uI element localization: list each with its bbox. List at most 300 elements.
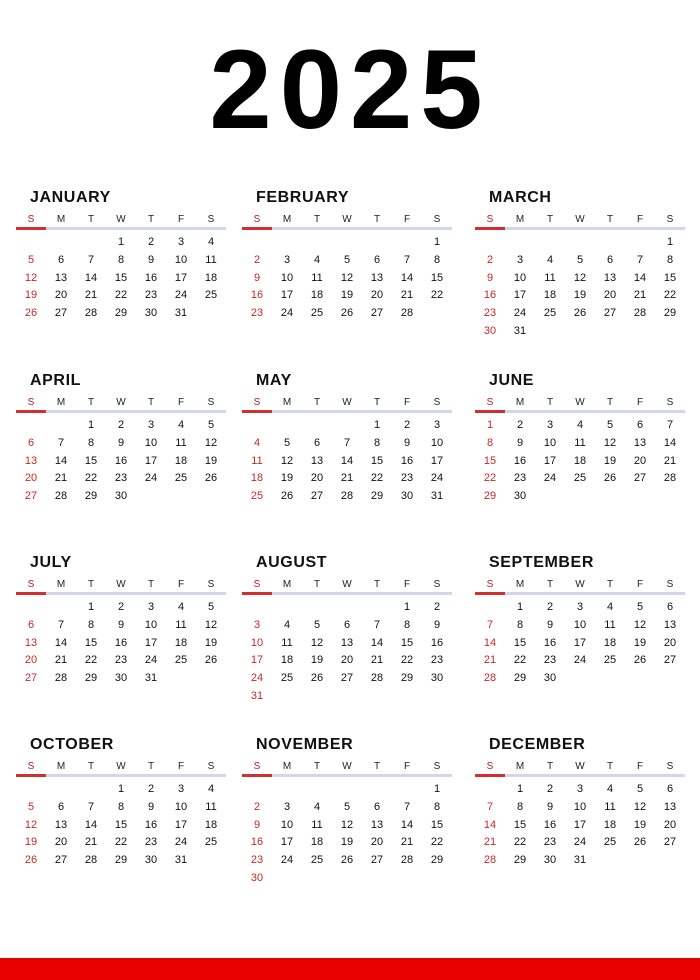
sunday-rule-accent <box>475 410 505 413</box>
day-cell: 11 <box>311 271 323 284</box>
day-cell: 23 <box>114 654 128 667</box>
weekday-header: W <box>116 579 126 590</box>
weekday-header: S <box>27 761 35 772</box>
day-cell: 25 <box>310 307 324 320</box>
day-cell: 31 <box>573 854 587 867</box>
day-cell: 14 <box>483 818 497 831</box>
day-cell: 21 <box>340 472 354 485</box>
day-cell: 13 <box>663 618 677 631</box>
month-may <box>242 371 452 541</box>
day-cell: 28 <box>54 672 68 685</box>
day-cell: 24 <box>430 472 444 485</box>
weekday-header-row <box>242 397 452 411</box>
weekday-header: S <box>253 579 261 590</box>
day-cell: 9 <box>546 618 554 631</box>
month-title: FEBRUARY <box>256 189 350 206</box>
day-cell: 30 <box>114 490 128 503</box>
month-january <box>16 188 226 358</box>
day-cell: 24 <box>280 307 294 320</box>
day-cell: 13 <box>54 818 68 831</box>
sunday-rule-accent <box>16 410 46 413</box>
day-cell: 6 <box>313 436 321 449</box>
day-cell: 18 <box>310 836 324 849</box>
day-cell: 7 <box>57 618 65 631</box>
weekday-header: S <box>433 214 441 225</box>
day-cell: 25 <box>250 490 264 503</box>
day-cell: 4 <box>546 253 554 266</box>
day-cell: 29 <box>84 672 98 685</box>
day-cell: 20 <box>54 289 68 302</box>
weekday-header: M <box>515 397 525 408</box>
weekday-header: S <box>207 214 215 225</box>
day-cell: 15 <box>114 271 128 284</box>
weekday-header: T <box>147 397 155 408</box>
day-cell: 19 <box>204 636 218 649</box>
weekday-header: M <box>515 761 525 772</box>
weekday-header: W <box>116 397 126 408</box>
day-cell: 22 <box>430 836 444 849</box>
day-cell: 25 <box>603 654 617 667</box>
month-title: APRIL <box>30 372 81 389</box>
weekday-header: M <box>515 579 525 590</box>
weekday-header: S <box>207 761 215 772</box>
day-cell: 15 <box>483 454 497 467</box>
day-cell: 26 <box>633 654 647 667</box>
weekday-header-row <box>16 397 226 411</box>
weekday-header: T <box>313 397 321 408</box>
header-rule <box>475 592 685 595</box>
day-cell: 12 <box>24 818 38 831</box>
day-cell: 2 <box>147 236 155 248</box>
day-cell: 10 <box>573 800 587 813</box>
day-cell: 28 <box>370 672 384 685</box>
day-cell: 11 <box>574 436 586 449</box>
day-cell: 25 <box>310 854 324 867</box>
weekday-header: S <box>433 397 441 408</box>
day-cell: 20 <box>663 636 677 649</box>
header-rule <box>475 410 685 413</box>
day-cell: 16 <box>430 636 444 649</box>
day-cell: 15 <box>114 818 128 831</box>
weekday-header: F <box>177 579 185 590</box>
weekday-header: T <box>546 214 554 225</box>
day-cell: 14 <box>400 271 414 284</box>
day-cell: 13 <box>24 454 38 467</box>
day-cell: 26 <box>24 307 38 320</box>
month-november <box>242 735 452 905</box>
day-cell: 26 <box>204 654 218 667</box>
day-cell: 2 <box>433 601 441 613</box>
sunday-rule-accent <box>242 227 272 230</box>
month-title: JUNE <box>489 372 535 389</box>
day-cell: 16 <box>400 454 414 467</box>
day-cell: 8 <box>117 800 125 813</box>
day-cell: 14 <box>483 636 497 649</box>
day-cell: 12 <box>573 271 587 284</box>
weekday-header: S <box>27 579 35 590</box>
day-cell: 10 <box>573 618 587 631</box>
day-cell: 3 <box>283 800 291 813</box>
day-cell: 21 <box>370 654 384 667</box>
day-cell: 4 <box>207 236 215 248</box>
day-cell: 22 <box>663 289 677 302</box>
day-cell: 19 <box>310 654 324 667</box>
day-cell: 22 <box>114 289 128 302</box>
day-cell: 27 <box>24 490 38 503</box>
day-cell: 28 <box>483 854 497 867</box>
day-cell: 9 <box>253 818 261 831</box>
day-cell: 17 <box>280 836 294 849</box>
day-cell: 30 <box>513 490 527 503</box>
day-cell: 9 <box>486 271 494 284</box>
day-cell: 21 <box>483 836 497 849</box>
weekday-header: T <box>87 397 95 408</box>
day-cell: 3 <box>147 419 155 431</box>
day-cell: 11 <box>604 618 616 631</box>
month-december <box>475 735 685 905</box>
day-cell: 13 <box>370 818 384 831</box>
day-cell: 29 <box>84 490 98 503</box>
day-cell: 15 <box>84 454 98 467</box>
day-cell: 6 <box>636 419 644 431</box>
day-cell: 4 <box>576 419 584 431</box>
weekday-header: M <box>56 214 66 225</box>
day-cell: 19 <box>24 836 38 849</box>
day-cell: 27 <box>603 307 617 320</box>
day-cell: 26 <box>340 854 354 867</box>
weekday-header: T <box>373 397 381 408</box>
day-cell: 6 <box>27 618 35 631</box>
day-cell: 4 <box>606 783 614 795</box>
day-cell: 8 <box>486 436 494 449</box>
day-cell: 8 <box>87 436 95 449</box>
day-cell: 13 <box>310 454 324 467</box>
day-cell: 15 <box>513 818 527 831</box>
weekday-header: T <box>546 761 554 772</box>
day-cell: 10 <box>543 436 557 449</box>
day-cell: 12 <box>340 271 354 284</box>
day-cell: 21 <box>54 654 68 667</box>
day-cell: 18 <box>204 271 218 284</box>
day-cell: 14 <box>340 454 354 467</box>
day-cell: 13 <box>54 271 68 284</box>
day-cell: 24 <box>144 472 158 485</box>
day-cell: 23 <box>400 472 414 485</box>
month-april <box>16 371 226 541</box>
day-cell: 5 <box>636 601 644 613</box>
day-cell: 30 <box>400 490 414 503</box>
day-cell: 29 <box>513 854 527 867</box>
day-cell: 3 <box>177 783 185 795</box>
day-cell: 27 <box>54 854 68 867</box>
day-cell: 15 <box>370 454 384 467</box>
weekday-header: W <box>116 761 126 772</box>
day-cell: 15 <box>513 636 527 649</box>
day-cell: 16 <box>144 271 158 284</box>
day-cell: 20 <box>633 454 647 467</box>
day-cell: 28 <box>340 490 354 503</box>
day-cell: 4 <box>207 783 215 795</box>
day-cell: 8 <box>117 253 125 266</box>
day-cell: 31 <box>430 490 444 503</box>
day-cell: 9 <box>117 618 125 631</box>
day-cell: 10 <box>513 271 527 284</box>
day-cell: 19 <box>573 289 587 302</box>
day-cell: 2 <box>546 783 554 795</box>
day-cell: 18 <box>280 654 294 667</box>
day-cell: 4 <box>283 618 291 631</box>
day-cell: 7 <box>486 618 494 631</box>
day-cell: 13 <box>603 271 617 284</box>
day-cell: 6 <box>666 783 674 795</box>
day-cell: 5 <box>27 800 35 813</box>
weekday-header: S <box>666 214 674 225</box>
day-cell: 24 <box>280 854 294 867</box>
day-cell: 6 <box>27 436 35 449</box>
day-cell: 27 <box>370 854 384 867</box>
day-cell: 2 <box>516 419 524 431</box>
day-cell: 9 <box>403 436 411 449</box>
day-cell: 31 <box>250 690 264 702</box>
weekday-header: S <box>253 761 261 772</box>
day-cell: 19 <box>340 289 354 302</box>
day-cell: 2 <box>253 800 261 813</box>
weekday-header: S <box>666 397 674 408</box>
day-cell: 20 <box>310 472 324 485</box>
day-cell: 23 <box>144 289 158 302</box>
weekday-header: S <box>27 397 35 408</box>
day-cell: 5 <box>343 800 351 813</box>
day-cell: 17 <box>144 636 158 649</box>
day-cell: 21 <box>483 654 497 667</box>
day-cell: 22 <box>430 289 444 302</box>
month-september <box>475 553 685 723</box>
day-cell: 20 <box>663 818 677 831</box>
day-cell: 16 <box>483 289 497 302</box>
weekday-header: T <box>606 761 614 772</box>
day-cell: 17 <box>573 818 587 831</box>
day-cell: 22 <box>114 836 128 849</box>
day-cell: 25 <box>204 289 218 302</box>
day-cell: 16 <box>250 289 264 302</box>
day-cell: 18 <box>250 472 264 485</box>
month-february <box>242 188 452 358</box>
day-cell: 1 <box>486 419 494 431</box>
weekday-header: M <box>282 761 292 772</box>
header-rule <box>475 227 685 230</box>
day-cell: 25 <box>174 654 188 667</box>
day-cell: 4 <box>177 601 185 613</box>
day-cell: 1 <box>433 236 441 248</box>
day-cell: 3 <box>147 601 155 613</box>
day-cell: 8 <box>666 253 674 266</box>
day-cell: 19 <box>24 289 38 302</box>
weekday-header: T <box>546 579 554 590</box>
day-cell: 1 <box>87 419 95 431</box>
day-cell: 17 <box>513 289 527 302</box>
weekday-header-row <box>475 579 685 593</box>
day-cell: 14 <box>633 271 647 284</box>
day-cell: 10 <box>174 253 188 266</box>
sunday-rule-accent <box>242 774 272 777</box>
weekday-header: T <box>373 579 381 590</box>
day-cell: 12 <box>340 818 354 831</box>
day-cell: 28 <box>633 307 647 320</box>
day-cell: 19 <box>603 454 617 467</box>
day-cell: 24 <box>573 654 587 667</box>
day-cell: 27 <box>370 307 384 320</box>
day-cell: 11 <box>175 436 187 449</box>
header-rule <box>242 410 452 413</box>
day-cell: 10 <box>144 618 158 631</box>
day-cell: 9 <box>433 618 441 631</box>
day-cell: 2 <box>253 253 261 266</box>
day-cell: 1 <box>403 601 411 613</box>
day-cell: 29 <box>430 854 444 867</box>
day-cell: 5 <box>313 618 321 631</box>
weekday-header: W <box>575 397 585 408</box>
month-title: DECEMBER <box>489 736 586 753</box>
month-title: JANUARY <box>30 189 111 206</box>
day-cell: 18 <box>603 818 617 831</box>
day-cell: 12 <box>633 618 647 631</box>
day-cell: 2 <box>546 601 554 613</box>
day-cell: 22 <box>84 472 98 485</box>
weekday-header: S <box>486 579 494 590</box>
weekday-header: T <box>313 579 321 590</box>
day-cell: 14 <box>54 454 68 467</box>
weekday-header: T <box>606 579 614 590</box>
day-cell: 8 <box>516 618 524 631</box>
day-cell: 27 <box>663 836 677 849</box>
weekday-header: T <box>87 579 95 590</box>
day-cell: 16 <box>513 454 527 467</box>
day-cell: 20 <box>54 836 68 849</box>
weekday-header-row <box>475 397 685 411</box>
day-cell: 28 <box>400 854 414 867</box>
day-cell: 24 <box>250 672 264 685</box>
day-cell: 25 <box>543 307 557 320</box>
day-cell: 9 <box>546 800 554 813</box>
day-cell: 26 <box>340 307 354 320</box>
day-cell: 6 <box>57 253 65 266</box>
header-rule <box>242 774 452 777</box>
header-rule <box>242 227 452 230</box>
day-cell: 19 <box>204 454 218 467</box>
day-cell: 13 <box>24 636 38 649</box>
day-cell: 22 <box>483 472 497 485</box>
day-cell: 5 <box>343 253 351 266</box>
day-cell: 8 <box>433 253 441 266</box>
day-cell: 24 <box>573 836 587 849</box>
day-cell: 18 <box>310 289 324 302</box>
day-cell: 7 <box>636 253 644 266</box>
weekday-header: S <box>27 214 35 225</box>
day-cell: 29 <box>513 672 527 685</box>
weekday-header: W <box>575 579 585 590</box>
day-cell: 21 <box>400 289 414 302</box>
day-cell: 3 <box>253 618 261 631</box>
weekday-header: W <box>575 761 585 772</box>
year-title: 2025 <box>209 27 491 152</box>
day-cell: 28 <box>400 307 414 320</box>
day-cell: 26 <box>573 307 587 320</box>
day-cell: 7 <box>403 253 411 266</box>
day-cell: 13 <box>370 271 384 284</box>
day-cell: 25 <box>573 472 587 485</box>
day-cell: 22 <box>84 654 98 667</box>
day-cell: 9 <box>516 436 524 449</box>
day-cell: 14 <box>370 636 384 649</box>
day-cell: 25 <box>204 836 218 849</box>
month-title: AUGUST <box>256 554 328 571</box>
weekday-header: T <box>313 761 321 772</box>
weekday-header-row <box>475 761 685 775</box>
day-cell: 18 <box>603 636 617 649</box>
day-cell: 3 <box>546 419 554 431</box>
weekday-header: T <box>147 214 155 225</box>
sunday-rule-accent <box>242 410 272 413</box>
day-cell: 3 <box>516 253 524 266</box>
day-cell: 27 <box>340 672 354 685</box>
month-october <box>16 735 226 905</box>
day-cell: 22 <box>513 836 527 849</box>
day-cell: 21 <box>663 454 677 467</box>
day-cell: 7 <box>87 800 95 813</box>
weekday-header: M <box>56 761 66 772</box>
day-cell: 15 <box>400 636 414 649</box>
day-cell: 12 <box>310 636 324 649</box>
month-title: OCTOBER <box>30 736 114 753</box>
day-cell: 7 <box>486 800 494 813</box>
day-cell: 3 <box>576 783 584 795</box>
weekday-header: F <box>177 214 185 225</box>
day-cell: 10 <box>280 271 294 284</box>
day-cell: 30 <box>114 672 128 685</box>
day-cell: 23 <box>250 854 264 867</box>
weekday-header: T <box>546 397 554 408</box>
day-cell: 7 <box>343 436 351 449</box>
day-cell: 25 <box>174 472 188 485</box>
day-cell: 1 <box>516 783 524 795</box>
weekday-header: T <box>373 761 381 772</box>
weekday-header: T <box>87 214 95 225</box>
day-cell: 20 <box>24 654 38 667</box>
weekday-header: M <box>515 214 525 225</box>
day-cell: 7 <box>87 253 95 266</box>
day-cell: 28 <box>84 854 98 867</box>
day-cell: 30 <box>483 325 497 337</box>
day-cell: 4 <box>606 601 614 613</box>
day-cell: 30 <box>250 872 264 884</box>
day-cell: 31 <box>174 307 188 320</box>
day-cell: 9 <box>117 436 125 449</box>
weekday-header: S <box>666 761 674 772</box>
month-title: JULY <box>30 554 72 571</box>
day-cell: 17 <box>430 454 444 467</box>
weekday-header: F <box>403 214 411 225</box>
weekday-header: F <box>403 761 411 772</box>
day-cell: 29 <box>483 490 497 503</box>
day-cell: 23 <box>144 836 158 849</box>
month-title: NOVEMBER <box>256 736 354 753</box>
day-cell: 12 <box>204 618 218 631</box>
day-cell: 14 <box>84 818 98 831</box>
month-march <box>475 188 685 358</box>
day-cell: 29 <box>114 854 128 867</box>
day-cell: 21 <box>84 836 98 849</box>
day-cell: 7 <box>666 419 674 431</box>
